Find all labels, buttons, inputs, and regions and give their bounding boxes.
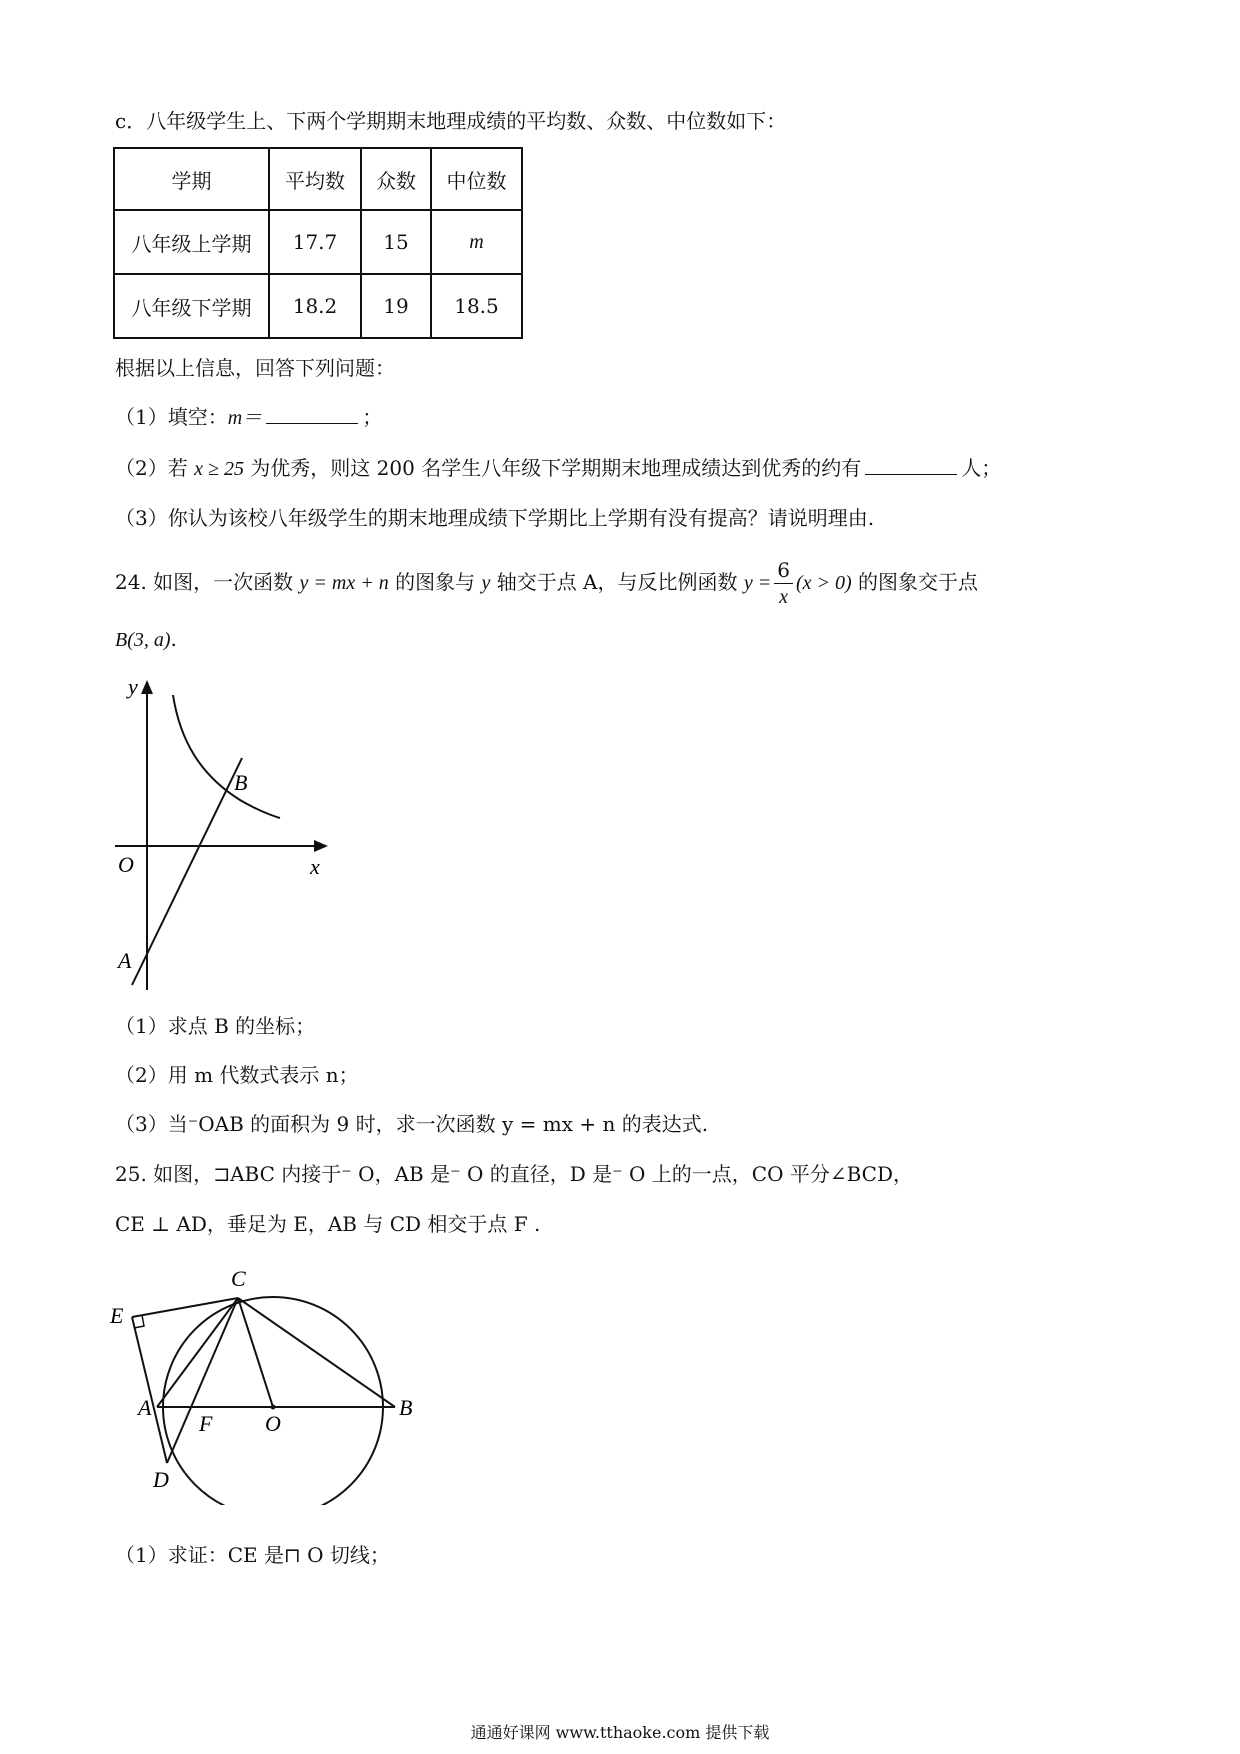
y-axis-arrow bbox=[141, 680, 153, 694]
table-row bbox=[114, 274, 522, 338]
table-row bbox=[114, 210, 522, 274]
func-condition: (x > 0) bbox=[795, 572, 852, 594]
header-cell: 中位数 bbox=[431, 148, 522, 210]
table-cell: 八年级下学期 bbox=[114, 274, 269, 338]
segment-cb bbox=[238, 1298, 395, 1407]
table-cell: 18.2 bbox=[269, 274, 361, 338]
point-b: B(3, a) bbox=[115, 629, 171, 651]
table-cell: m bbox=[431, 210, 522, 274]
table-cell: 17.7 bbox=[269, 210, 361, 274]
label-b: B bbox=[234, 770, 248, 795]
label-a: A bbox=[118, 948, 132, 973]
stem-mid: 轴交于点 A，与反比例函数 bbox=[490, 570, 744, 594]
period: . bbox=[170, 627, 177, 651]
q-middle: 为优秀，则这 200 名学生八年级下学期期末地理成绩达到优秀的约有 bbox=[243, 456, 862, 480]
q-suffix: ； bbox=[362, 405, 383, 429]
segment-co bbox=[238, 1298, 273, 1407]
label-o: O bbox=[118, 852, 134, 877]
problem-24-point bbox=[115, 625, 177, 654]
answer-blank[interactable] bbox=[865, 454, 957, 475]
problem-24-stem bbox=[115, 552, 978, 613]
stem-lead: 24. 如图，一次函数 bbox=[115, 570, 300, 594]
y-symbol: y bbox=[481, 572, 491, 594]
table-cell: 18.5 bbox=[431, 274, 522, 338]
func-inverse-left: y = bbox=[743, 572, 772, 594]
question-c2 bbox=[115, 454, 1001, 483]
label-a: A bbox=[138, 1395, 152, 1420]
question-c3: （3）你认为该校八年级学生的期末地理成绩下学期比上学期有没有提高？请说明理由. bbox=[115, 506, 875, 530]
label-x: x bbox=[310, 854, 320, 879]
segment-ed bbox=[132, 1317, 167, 1463]
q-prefix: （1）填空： bbox=[115, 405, 228, 429]
q-expr: x ≥ 25 bbox=[194, 458, 244, 480]
table-cell: 八年级上学期 bbox=[114, 210, 269, 274]
header-cell: 平均数 bbox=[269, 148, 361, 210]
question-24-1: （1）求点 B 的坐标； bbox=[115, 1014, 316, 1038]
table-cell: 19 bbox=[361, 274, 431, 338]
table-cell: 15 bbox=[361, 210, 431, 274]
circle-o bbox=[163, 1297, 383, 1505]
q-expr: m＝ bbox=[227, 407, 263, 429]
fraction-denominator: x bbox=[779, 586, 789, 608]
label-y: y bbox=[128, 674, 138, 699]
label-d: D bbox=[153, 1467, 169, 1492]
fraction bbox=[774, 557, 793, 610]
question-24-2: （2）用 m 代数式表示 n； bbox=[115, 1063, 359, 1087]
figure-24-graph bbox=[110, 670, 350, 990]
x-axis-arrow bbox=[314, 840, 328, 852]
header-cell: 学期 bbox=[114, 148, 269, 210]
center-dot bbox=[271, 1405, 276, 1410]
stem-tail: 的图象交于点 bbox=[851, 570, 979, 594]
figure-25-geometry bbox=[105, 1255, 425, 1505]
fraction-numerator: 6 bbox=[774, 557, 793, 584]
label-o: O bbox=[265, 1411, 281, 1436]
instruction-text: 根据以上信息，回答下列问题： bbox=[115, 356, 395, 380]
stem-mid: 的图象与 bbox=[388, 570, 482, 594]
hyperbola-curve bbox=[173, 695, 280, 818]
label-e: E bbox=[110, 1303, 124, 1328]
linear-graph bbox=[132, 758, 242, 985]
question-25-1: （1）求证：CE 是⊓ O 切线； bbox=[115, 1543, 390, 1567]
problem-25-line2: CE ⊥ AD，垂足为 E，AB 与 CD 相交于点 F . bbox=[115, 1212, 541, 1236]
part-c-intro: c．八年级学生上、下两个学期期末地理成绩的平均数、众数、中位数如下： bbox=[115, 109, 787, 133]
question-24-3: （3）当⁻OAB 的面积为 9 时，求一次函数 y = mx + n 的表达式. bbox=[115, 1112, 709, 1136]
label-b: B bbox=[399, 1395, 413, 1420]
func-linear: y = mx + n bbox=[299, 572, 389, 594]
header-cell: 众数 bbox=[361, 148, 431, 210]
q-suffix: 人； bbox=[961, 456, 1002, 480]
q-prefix: （2）若 bbox=[115, 456, 195, 480]
stats-table bbox=[113, 147, 523, 339]
answer-blank[interactable] bbox=[266, 403, 358, 424]
label-c: C bbox=[231, 1266, 246, 1291]
table-header-row bbox=[114, 148, 522, 210]
problem-25-line1: 25. 如图，⊐ABC 内接于⁻ O，AB 是⁻ O 的直径，D 是⁻ O 上的一点，CO 平分∠BCD， bbox=[115, 1162, 914, 1186]
segment-ce bbox=[132, 1298, 238, 1317]
question-c1 bbox=[115, 403, 382, 432]
label-f: F bbox=[199, 1411, 213, 1436]
page-footer: 通通好课网 www.tthaoke.com 提供下载 bbox=[470, 1723, 770, 1742]
